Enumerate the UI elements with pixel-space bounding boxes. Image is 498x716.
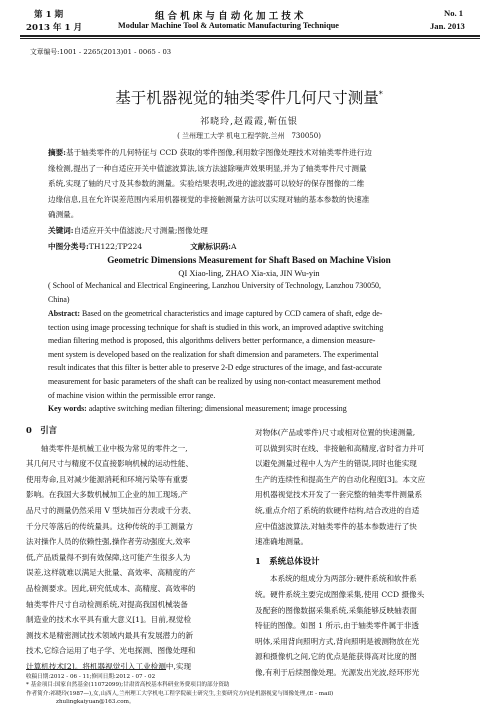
right-col-line: 速准确地测量。: [255, 537, 309, 547]
right-col-line: 生产的连续性和提高生产的自动化程度[3]。本文应: [255, 474, 426, 484]
keywords-cn-text: 自适应开关中值滤波;尺寸测量;图像处理: [73, 225, 208, 235]
authors-en: QI Xiao-ling, ZHAO Xia-xia, JIN Wu-yin: [178, 269, 320, 278]
issue-date: 2013 年 1 月: [26, 23, 83, 33]
left-col-line: 法对操作人员的依赖性强,操作者劳动强度大,效率: [26, 537, 191, 547]
clc-label: 中图分类号:: [48, 241, 89, 251]
left-col-line: 测技术是精密测试技术领域内最具有发展潜力的新: [26, 630, 194, 640]
left-col-line: 低,产品质量得不到有效保障,这可能产生很多人为: [26, 552, 191, 562]
footnotes: [26, 673, 333, 707]
journal-title-cn: 组 合 机 床 与 自 动 化 加 工 技 术: [155, 11, 304, 22]
left-col-line: 品检测要求。因此,研究低成本、高精度、高效率的: [26, 583, 196, 593]
affiliation-en-line-1: ( School of Mechanical and Electrical Engineering, Lanzhou University of Technology, Lanzhou 730050,: [48, 281, 381, 290]
left-col-line: 误差,这样就难以满足大批量、高效率、高精度的产: [26, 568, 196, 578]
abstract-en-line-1: [48, 307, 383, 321]
abstract-cn: [48, 145, 372, 254]
abstract-cn-text: 基于轴类零件的几何特征与 CCD 获取的零件图像,利用数字图像处理技术对轴类零件进行边: [66, 148, 372, 157]
abstract-en-line-5: result indicates that this filter is better able to preserve 2-D edge structures of the image, and fast-accurate: [48, 363, 382, 373]
title-cn-text: 基于机器视觉的轴类零件几何尺寸测量: [115, 89, 379, 107]
doc-code-label: 文献标识码:: [190, 241, 231, 251]
issue-no-en: No. 1: [444, 8, 464, 18]
footnote-funding: * 基金项目:国家自然基金(11072099);甘肃省高校基本科研业务费项目的部分资助: [26, 682, 230, 689]
keywords-en-label: Key words:: [48, 404, 87, 414]
right-col-line: 及配套的图像数据采集系统,采集能够反映轴表面: [255, 605, 417, 615]
abstract-en-line-6: measurement for basic parameters of the shaft can be realized by using non-contact measurement method: [48, 376, 381, 386]
abstract-en-line-3: median filtering method is proposed, this algorithms delivers better performance, a dimension measure-: [48, 336, 376, 346]
left-column: [26, 423, 238, 675]
affiliation-en-line-2: China): [48, 294, 70, 304]
left-col-line: 制造业的技术水平具有重大意义[1]。目前,视觉检: [26, 615, 192, 625]
header-rule-thin: [20, 38, 480, 39]
affiliation-cn: ( 兰州理工大学 机电工程学院,兰州 730050): [177, 132, 321, 140]
abstract-en-line-2: tection using image processing technique for shaft is studied in this work, an improved adaptive switching: [48, 322, 384, 332]
right-col-line: 本系统的组成分为两部分:硬件系统和软件系: [270, 574, 417, 584]
footnote-rule: [26, 669, 166, 670]
keywords-cn: [48, 223, 372, 239]
right-col-line: 统,重点介绍了系统的软硬件结构,结合改进的自适: [255, 505, 420, 515]
article-number: 文章编号:1001 - 2265(2013)01 - 0065 - 03: [30, 48, 172, 56]
doc-code: A: [230, 241, 237, 251]
keywords-en-text: adaptive switching median filtering; dimensional measurement; image processing: [88, 404, 347, 414]
section-0-heading: 0 引言: [26, 425, 57, 435]
abstract-en: [48, 307, 383, 416]
keywords-en: [48, 402, 383, 416]
footnote-email: zhulingkaiyuan@163.com。: [56, 699, 135, 706]
abstract-cn-line-4: 边缘信息,且在允许误差范围内采用机器视觉的非接触测量方法可以实现对轴的基本参数的快速准: [48, 194, 370, 204]
header-rule-thick: [20, 35, 480, 37]
left-col-line: 技术,它综合运用了电子学、光电探测、图像处理和: [26, 646, 196, 656]
right-col-line: 明体,采用背向照明方式,背向照明是被测物放在光: [255, 636, 420, 646]
footnote-author: 作者简介:祁晓玲(1987—),女,山西人,兰州理工大学机电工程学院硕士研究生,主要研究方向是机器视觉与图像处理,(E - mail): [26, 690, 334, 697]
right-column: [255, 425, 477, 681]
classification-line: [48, 239, 372, 255]
abstract-cn-line-5: 确测量。: [48, 210, 79, 220]
journal-title-en: Modular Machine Tool & Automatic Manufacturing Technique: [118, 21, 339, 30]
right-col-line: 源和摄像机之间,它的优点是能获得高对比度的图: [255, 652, 417, 662]
footnote-received: 收稿日期:2012 - 06 - 11;修回日期:2012 - 07 - 02: [26, 674, 156, 680]
clc-code: TH122;TP224: [88, 241, 143, 251]
abstract-cn-label: 摘要:: [48, 148, 66, 157]
abstract-cn-line-1: [48, 145, 372, 161]
title-cn: [0, 86, 498, 108]
left-col-line: 其几何尺寸与精度不仅直接影响机械的运动性能、: [26, 459, 194, 469]
affiliation-en: [48, 279, 381, 306]
right-col-line: 以避免测量过程中人为产生的错误,同时也能实现: [255, 459, 417, 469]
right-col-line: 对物体(产品或零件)尺寸或相对位置的快速测量,: [255, 428, 416, 437]
abstract-en-line-7: of machine vision within the permissible error range.: [48, 390, 216, 400]
left-col-line: 轴类零件是机械工业中极为常见的零件之一,: [41, 443, 188, 453]
left-col-line: 品尺寸的测量仍然采用 V 型块加百分表或千分表、: [26, 505, 196, 515]
right-col-line: 应中值滤波算法,对轴类零件的基本参数进行了快: [255, 521, 417, 531]
title-en: Geometric Dimensions Measurement for Shaft Based on Machine Vision: [107, 255, 391, 265]
right-col-line: 统。硬件系统主要完成图像采集,使用 CCD 摄像头: [255, 589, 425, 599]
right-col-line: 用机器视觉技术开发了一套完整的轴类零件测量系: [255, 490, 423, 500]
section-1-heading: 1 系统总体设计: [255, 555, 320, 566]
abstract-cn-line-3: 系统,实现了轴的尺寸及其参数的测量。实验结果表明,改进的滤波器可以较好的保存图像的二维: [48, 179, 365, 189]
left-col-line: 千分尺等落后的传统量具。这种传统的手工测量方: [26, 521, 194, 531]
abstract-en-line-4: ment system is developed based on the realization for shaft dimension and parameters. The experimental: [48, 349, 379, 359]
right-col-line: 像,有利于后续图像处理。光源发出光波,经环形光: [255, 667, 420, 677]
abstract-en-text: Based on the geometrical characteristics and image captured by CCD camera of shaft, edge de-: [81, 309, 383, 318]
left-col-line: 计算机技术[2]。将机器视觉引入工业检测中,实现: [26, 661, 192, 671]
right-col-line: 可以做到实时在线、非接触和高精度,省时省力并可: [255, 443, 425, 453]
authors-cn: 祁晓玲,赵霞霞,靳伍银: [200, 117, 298, 127]
left-col-line: 使用寿命,且对减少能源消耗和环境污染等有重要: [26, 474, 188, 484]
abstract-en-label: Abstract:: [48, 309, 80, 318]
keywords-cn-label: 关键词:: [48, 225, 74, 235]
abstract-cn-line-2: 缘检测,提出了一种自适应开关中值滤波算法,该方法滤除噪声效果明显,并为了轴类零件尺寸测量: [48, 163, 367, 173]
issue-date-en: Jan. 2013: [430, 21, 465, 31]
issue-number: 第 1 期: [34, 10, 64, 20]
right-col-line: 特征的图像。如图 1 所示,由于轴类零件属于非透: [255, 621, 419, 631]
left-col-line: 轴类零件尺寸自动检测系统,对提高我国机械装备: [26, 599, 188, 609]
left-col-line: 影响。在我国大多数机械加工企业的加工现场,产: [26, 490, 188, 500]
title-funding-mark: *: [378, 89, 383, 99]
